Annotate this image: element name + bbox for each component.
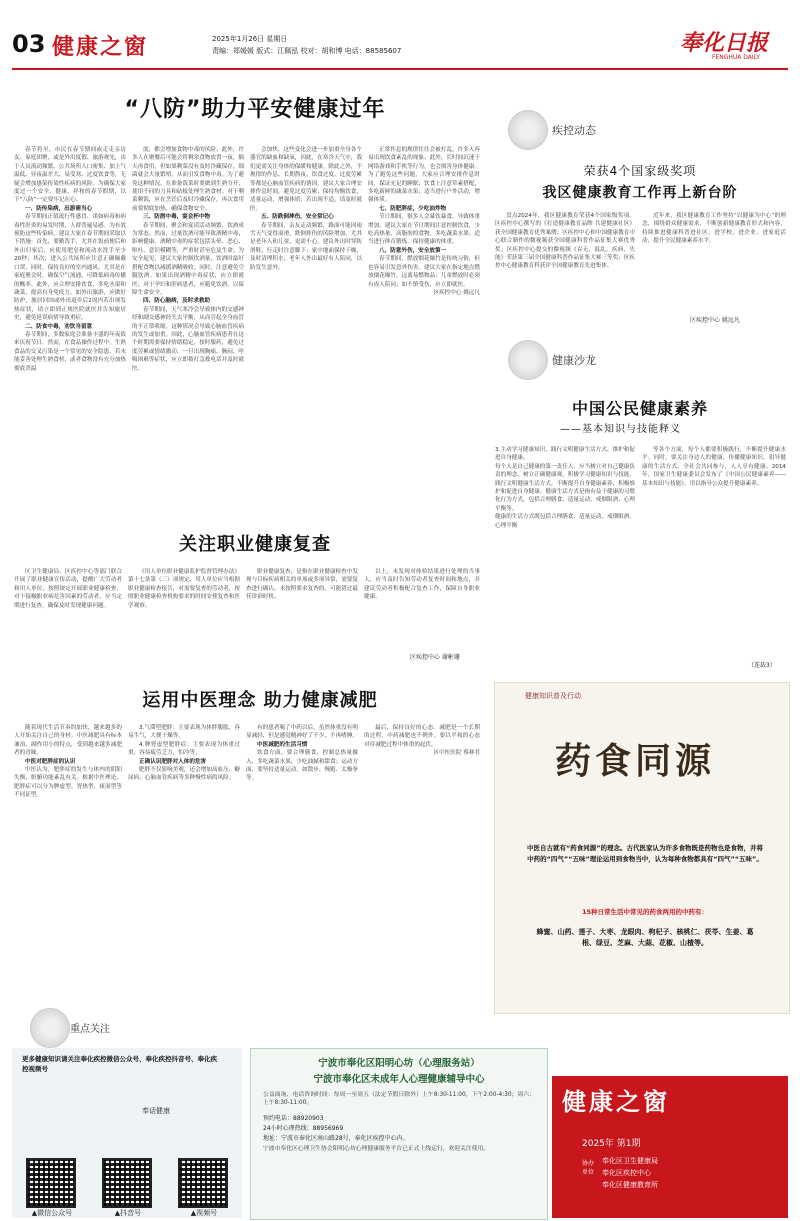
article4-col4: 以上，未发现对体检结果进行处理的当事人，应当及时告知劳动者复查时间和地点，并建议劳动者积极配合复查工作，保障自身职业健康。 <box>364 569 480 601</box>
article2-byline: 区疾控中心 姚远凡 <box>690 317 740 324</box>
flower-icon <box>508 110 548 150</box>
article2-subtitle: 我区健康教育工作再上新台阶 <box>542 185 738 201</box>
feature-list-title: 15种日常生活中常见的药食两用的中药有： <box>581 908 709 916</box>
masthead-issue: 2025年 第1期 <box>582 1139 641 1149</box>
staff-line: 责编：郑媛媛 版式：江佩泓 校对：胡和博 电话：88585607 <box>212 47 402 55</box>
organizer: 奉化区卫生健康局 <box>602 1157 658 1165</box>
article4-col2: 《用人单位职业健康监护监督管理办法》第十七条第（三）项规定，用人单位应当根据职业健康检查报告，对需要复查的劳动者，按照职业健康检查机构要求的时间安排复查和医学观察。 <box>128 569 240 609</box>
article5-col4 <box>364 724 480 1064</box>
paragraph: 会加快。这些变化会进一步加重全身各个器官的缺血和缺氧，因此，在寒冷天气中，我们更需关注身体的保暖和健康。除此之外，不规律的作息、长期熬夜、饮食过度、过度劳累等都是心脑血管疾病的诱因，建议大家合理安排作息时间，避免过度劳累；保持均衡饮食，适量运动，增强体质；若出现不适，请及时就医。 <box>250 147 362 212</box>
newspaper-logo-en: FENGHUA DAILY <box>712 54 760 61</box>
paragraph: 春节期间正值流行性感冒、诺如病毒和病毒性肝炎的易发时期，人群普遍易感。为有效预防这些传染病，建议大家在春节期间采取以下措施：首先，要勤洗手，尤其在饭前便后和外出归家后，应使用肥皂和流动水洗手至少20秒；其次，进入公共场所应注意正确佩戴口罩，同时，保持良好的室内通风，尤其是在家庭聚会时，确保空气流通，可降低病毒传播的概率。此外，应合理安排饮食，多吃水果和蔬菜，提高自身免疫力。如外出旅游，应做好防护，旅居回国或外出返乡后2周内若出现发热症状，请立即到正规医院就医并告知旅居史，避免延误病情导致重症。 <box>14 214 126 322</box>
banner-label: 健康沙龙 <box>552 354 596 367</box>
service-line1: 公益面询、电话咨询时间：每周一至周五（法定节假日除外）上午8:30-11:00，下午2:00-4:30；周六：上午8:30-11:00。 <box>263 1092 535 1107</box>
paragraph: 节日期间，很多人会暴饮暴食，导致体重增加。建议大家在节日期间注意控制饮食，少吃高热量、高脂肪的食物，多吃蔬菜水果；适当进行体育锻炼，保持健康的体重。 <box>368 214 480 246</box>
page-name: 健康之窗 <box>52 35 149 60</box>
subheading: 正确认识肥胖对人体的危害 <box>139 758 207 765</box>
paragraph: 春节将至，市民在春节期间或走走亲访友、家庭团聚，或是外出度假、旅游观光，由于人员流动频繁、公共场所人口密集、加上气温低、昼夜温差大、易受寒、过度饮食等，无疑会增加感染传染性疾病的风险。为确保大家度过一个安全、健康、祥和的春节假期，以下“八防”一定要牢记在心。 <box>14 147 126 204</box>
feature-list: 蜂蜜、山药、莲子、大枣、龙眼肉、枸杞子、核桃仁、茯苓、生姜、葛根、绿豆、芝麻、大蒜、花椒、山楂等。 <box>536 928 754 947</box>
article4-col1: 区卫生健康局、区疾控中心等部门联合开展了职业健康宣传活动，提醒广大劳动者和用人单位，按照规定开展职业健康检查，对于接触职业病危害因素的劳动者，应当定期进行复查，确保及时发现健康问题。 <box>14 569 122 609</box>
article1-col3 <box>250 146 362 480</box>
service-title2: 宁波市奉化区未成年人心理健康辅导中心 <box>313 1074 485 1085</box>
subheading: 七、防肥胖症，少吃油炸物 <box>379 205 447 212</box>
article1-col4 <box>368 146 480 480</box>
article4-col3: 职业健康复查，是指在职业健康检查中发现与目标疾病相关的单项或多项异常，需要复查进行确认。未按照要求复查的，可能错过最佳诊治时机。 <box>246 569 358 601</box>
paragraph: 中医认为，肥胖症的发生与体内的阴阳失衡、脏腑功能紊乱有关。根据中医理论，肥胖症可以分为脾虚型、胃热型、痰湿型等不同证型。 <box>14 767 122 799</box>
byline: 区疾控中心 姚远凡 <box>433 289 480 296</box>
paragraph: 正常作息的规律往往会被打乱，许多人容易出现饮食紊乱的现象。此外，长时间沉迷于网络游戏和手机等行为，也会损害身体健康。为了避免这些问题，大家应合理安排作息时间，保证充足的睡眠；饮食上注意荤素搭配，多吃新鲜的蔬菜水果；适当进行户外活动，增强体质。 <box>368 147 480 204</box>
article2-title: 荣获4个国家级奖项 <box>583 164 697 178</box>
serial-note: （连载3） <box>748 662 776 669</box>
article5-col1 <box>14 724 122 994</box>
subheading: 中医对肥胖症的认识 <box>25 758 76 765</box>
paragraph: 春节期间，天气寒冷会导致体内的交感神经和副交感神经失去平衡，从而引起全身血管的不正常收缩，这种情况会导致心脑血管疾病的发生或加重。因此，心脑血管疾病患者在这个时期需要保持情绪稳定，按时服药，避免过度劳累或情绪激动。一旦出现胸痛、胸闷、呼吸困难等症状，应立即拨打急救电话并及时就医。 <box>132 306 244 372</box>
paragraph: 春节期间，多数家庭会准备丰盛的年夜饭来庆祝节日。然而，在食品操作过程中，生熟食品的交叉污染是一个常见的安全隐患。若未能妥善处理生熟食材，或者食物没有充分加热彻底杀温 <box>14 331 126 372</box>
byline: 区中医医院 蔡赛君 <box>433 750 480 757</box>
paragraph: 度，都会增加食物中毒的风险。此外，许多人在聚餐后可能会将剩余食物放置一夜，隔天再食用，但如果剩菜没有及时冷藏保存，细菌就会大量繁殖，从而引发食物中毒。为了避免这种情况，在准备饭菜时要做到生熟分开，使用不同的刀具和砧板处理生熟食材；对于剩菜剩饭，应在烹饪后及时冷藏保存，再次食用前要彻底加热，确保食物安全。 <box>132 147 244 212</box>
service-line4: 地址：宁波市奉化区南山路28号，奉化区疾控中心内。 <box>263 1135 409 1142</box>
paragraph: 随着现代生活节奏的加快，越来越多的人开始关注自己的身材。中医减肥具有标本兼治、副作用小的特点，受到越来越多减肥者的青睐。 <box>14 725 122 757</box>
qr-code-douyin[interactable] <box>102 1158 152 1208</box>
article1-col1 <box>14 146 126 480</box>
paragraph: 最后，保持良好的心态。减肥是一个长期的过程，中药减肥也不例外。要以平和的心态对待减肥过程中体重的起伏。 <box>364 725 480 748</box>
paragraph: 春节期间，亲友走动频繁，路面可能因雨雪天气变得湿滑，跌倒摔伤的风险增加。尤其是老年人和儿童，更需小心。建议外出时穿防滑鞋，行走时注意脚下；家中地面保持干燥，及时清理积水；老年人外出最好有人陪同，以防发生意外。 <box>250 222 362 271</box>
service-line3: 24小时心理热线：88956969 <box>263 1125 344 1132</box>
article5-title: 运用中医理念 助力健康减肥 <box>142 690 378 711</box>
page-header <box>12 26 788 66</box>
article4-title: 关注职业健康复查 <box>179 534 331 555</box>
subheading: 四、防心脑病，及时求救助 <box>143 298 211 305</box>
subheading: 二、防食中毒，劝饮当留意 <box>25 323 93 330</box>
article3-col2: 等各个方面，每个人都要积极践行，不断提升健康水平。同时，要关注身边人的健康，传播健康知识。倡导健康的生活方式，全社会共同参与，人人享有健康。2014年，国家卫生健康委员会发布了《中国公民健康素养——基本知识与技能》，用以指导公众提升健康素养。 <box>642 447 786 487</box>
article3-col1: 3.主动学习健康知识，践行文明健康生活方式，维护和促进自身健康。 每个人是自己健康的第一责任人，应当树立对自己健康负责的理念，树立正确健康观，积极学习健康知识与技能，践行文明健康生活方式，不断提升自身健康素养，积极维护和促进自身健康。健康生活方式是指有益于健康的习惯化行为方式，包括合理膳食、适量运动、戒烟限酒、心理平衡等。 健康的生活方式既包括合理膳食、适量运动、戒烟限酒、心理平衡 <box>495 447 635 529</box>
subheading: 三、防酒中毒，宴会杯中物 <box>143 214 211 221</box>
feature-big: 药食同源 <box>555 741 716 782</box>
article5-col2 <box>128 724 240 1064</box>
qr-code-wechat[interactable] <box>26 1158 76 1208</box>
subheading: 一、防传染病，出游需当心 <box>25 205 93 212</box>
organizer: 奉化区健康教育所 <box>602 1181 658 1189</box>
focus-label: 重点关注 <box>70 1024 110 1035</box>
service-line2: 预约电话：88920903 <box>263 1115 324 1122</box>
service-line5: 宁波市奉化区心理卫生协会阳明心坊心理健康服务平台已正式上线运行，欢迎关注使用。 <box>263 1146 490 1152</box>
qr-label: ▲抖音号 <box>114 1209 142 1217</box>
feature-panel <box>494 682 790 1014</box>
service-panel <box>250 1048 548 1220</box>
newspaper-logo: 奉化日报 <box>680 31 769 56</box>
feature-intro: 中医自古就有“药食同源”的理念。古代医家认为许多食物既是药物也是食物，并将中药的“四气”“五味”理论运用到食物当中，认为每种食物都具有“四气”“五味”。 <box>526 844 764 863</box>
qr-text: 更多健康知识请关注奉化疾控微信公众号、奉化疾控抖音号、奉化疾控视频号 <box>22 1055 217 1073</box>
issue-date: 2025年1月26日 星期日 <box>212 35 288 43</box>
qr-label: ▲视频号 <box>190 1209 218 1217</box>
subheading: 中医减肥的生活习惯 <box>257 741 308 748</box>
article1-col2 <box>132 146 244 480</box>
flower-icon <box>508 340 548 380</box>
page-number: 03 <box>12 30 46 58</box>
article1-title: “八防”助力平安健康过年 <box>124 97 386 122</box>
qr-panel <box>12 1048 242 1218</box>
article3-subtitle: ——基本知识与技能释义 <box>560 424 681 435</box>
paragraph: 有的患者喝了中药以后，虽然体重没有明显减轻，但是感觉精神好了不少，不再嗜睡。 <box>246 725 358 740</box>
feature-tag: 健康知识普及行动 <box>525 692 581 700</box>
paragraph: 春节期间，聚会和宴请活动频繁，饮酒成为常态。然而，过量饮酒可能导致酒精中毒，影响健康。酒精中毒的症状包括头晕、恶心、呕吐、意识模糊等，严重时甚至危及生命。为安全起见，建议大家控制饮酒量，饮酒时最好搭配食物以减缓酒精吸收；同时，注意避免空腹饮酒。如果出现酒精中毒症状，应立即就医；对于孕妇和肝病患者，应避免饮酒，以保障生命安全。 <box>132 222 244 296</box>
article2-col1: 盘点2024年，我区健康教育荣获4个国家级奖项。区疾控中心撰写的《打造健康教育品牌 共建健康社区》获全国健康教育优秀案例；区疾控中心和中国健康教育中心联合制作的微视频获全国健康科普作品征集大赛优秀奖；区疾控中心提交的微视频《吞无，混乱、疾病、失能》荣获第三届全国健康科普作品征集大赛三等奖；区疾控中心健康教育科获评全国健康教育先进集体。 <box>495 213 635 270</box>
article4-byline: 区疾控中心 谢彬珊 <box>410 654 460 661</box>
masthead-title: 健康之窗 <box>562 1088 670 1116</box>
paragraph: 肥胖不仅影响美观，还会增加高血压、糖尿病、心脑血管疾病等多种慢性病的风险。 <box>128 767 240 782</box>
organizers-label: 协办单位 <box>582 1160 595 1176</box>
paragraph: 饮食方面，要合理膳食，控制总热量摄入，多吃蔬菜水果，少吃油腻和甜食；运动方面，要坚持适量运动，如散步、慢跑、太极拳等。 <box>246 750 358 782</box>
subheading: 五、防跌倒摔伤，安全常记心 <box>261 214 334 221</box>
banner-label: 疾控动态 <box>552 124 596 137</box>
article3-title: 中国公民健康素养 <box>571 399 708 418</box>
subheading: 八、防意外伤，安全放第一 <box>379 247 447 254</box>
qr-code-video[interactable] <box>178 1158 228 1208</box>
service-title1: 宁波市奉化区阳明心坊（心理服务站） <box>318 1058 480 1069</box>
masthead-panel <box>552 1076 788 1218</box>
header-rule <box>12 68 788 70</box>
article2-col2: 近年来，我区健康教育工作坚持“以健康为中心”的理念，围绕群众健康需求，不断创新健康教育形式和内容，持续推进健康科普进社区、进学校、进企业、进家庭活动，提升全民健康素养水平。 <box>642 213 786 245</box>
flower-icon <box>30 1008 70 1048</box>
app-label: 奉话健康 <box>142 1107 170 1115</box>
paragraph: 3.气滞型肥胖：主要表现为体胖腹胀，容易生气，大便干燥等。 <box>128 725 240 740</box>
article5-col3 <box>246 724 358 1064</box>
qr-label: ▲微信公众号 <box>31 1209 73 1217</box>
paragraph: 春节期间，燃放烟花爆竹是传统习俗，但也容易引发意外伤害。建议大家在指定地点燃放烟花爆竹，远离易燃物品；儿童燃放时必须有成人陪同；如不慎受伤，应立即就医。 <box>368 256 480 288</box>
paragraph: 4.脾肾虚型肥胖症：主要表现为体重过重，容易疲劳乏力，怕冷等。 <box>128 741 240 757</box>
organizer: 奉化区疾控中心 <box>602 1169 651 1177</box>
